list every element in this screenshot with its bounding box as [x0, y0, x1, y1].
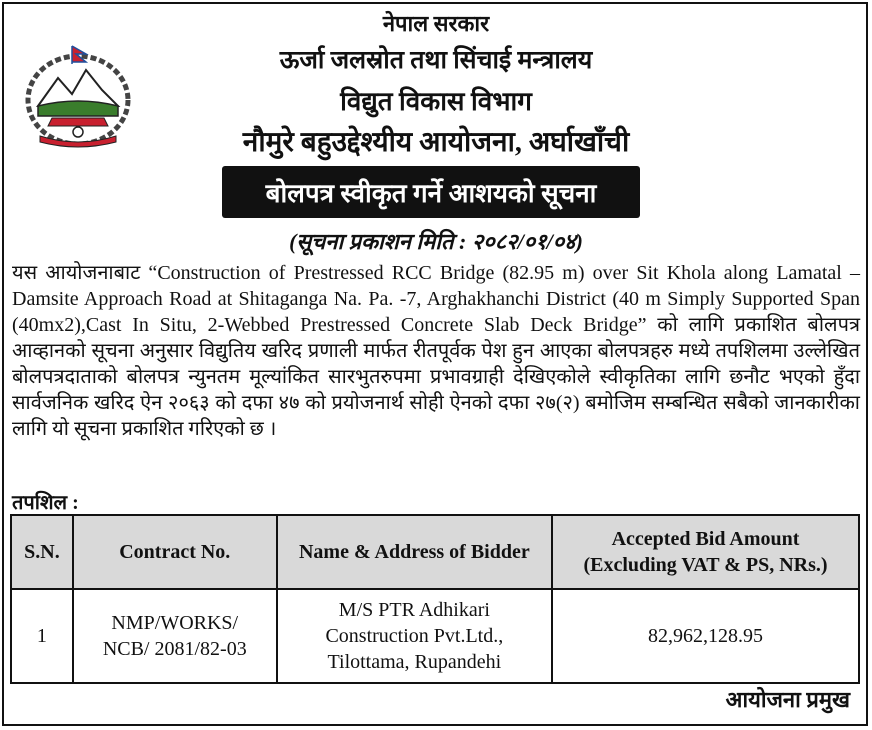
header-government: नेपाल सरकार: [382, 11, 490, 36]
publication-date: (सूचना प्रकाशन मिति : २०८२/०१/०४): [289, 229, 583, 254]
table-row: [11, 589, 859, 683]
col-header-amount: Accepted Bid Amount (Excluding VAT & PS, NRs.): [552, 515, 859, 589]
notice-title: बोलपत्र स्वीकृत गर्ने आशयको सूचना: [222, 166, 640, 218]
header-ministry: ऊर्जा जलस्रोत तथा सिंचाई मन्त्रालय: [279, 47, 593, 74]
signature: आयोजना प्रमुख: [725, 687, 850, 712]
cell-sn: 1: [11, 589, 73, 683]
details-label: तपशिल :: [12, 492, 79, 514]
notice-body: यस आयोजनाबाट “Construction of Prestressed RCC Bridge (82.95 m) over Sit Khola along Lamatal – Damsite Approach Road at Shitaganga Na. Pa. -7, Arghakhanchi District (40 m Simply Supported Span (40mx2),Cast In Situ, 2-Webbed Prestressed Concrete Slab Deck Bridge” को लागि प्रकाशित बोलपत्र आव्हानको सूचना अनुसार विद्युतिय खरिद प्रणाली मार्फत रीतपूर्वक पेश हुन आएका बोलपत्रहरु मध्ये तपशिलमा उल्लेखित बोलपत्रदाताको बोलपत्र न्युनतम मूल्यांकित सारभुतरुपमा प्रभावग्राही देखिएकोले स्वीकृतिका लागि छनौट भएको हुँदा सार्वजनिक खरिद ऐन २०६३ को दफा ४७ को प्रयोजनार्थ सोही ऐनको दफा २७(२) बमोजिम सम्बन्धित सबैको जानकारीका लागि यो सूचना प्रकाशित गरिएको छ ।: [12, 262, 860, 440]
col-header-bidder: Name & Address of Bidder: [277, 515, 552, 589]
cell-contract: NMP/WORKS/ NCB/ 2081/82-03: [73, 589, 277, 683]
header-department: विद्युत विकास विभाग: [340, 87, 532, 116]
header-project: नौमुरे बहुउद्देश्यीय आयोजना, अर्घाखाँची: [242, 127, 630, 158]
table-header-row: [11, 515, 859, 589]
col-header-contract: Contract No.: [73, 515, 277, 589]
col-header-sn: S.N.: [11, 515, 73, 589]
cell-amount: 82,962,128.95: [552, 589, 859, 683]
bid-table: [10, 514, 860, 684]
cell-bidder: M/S PTR Adhikari Construction Pvt.Ltd., Tilottama, Rupandehi: [277, 589, 552, 683]
